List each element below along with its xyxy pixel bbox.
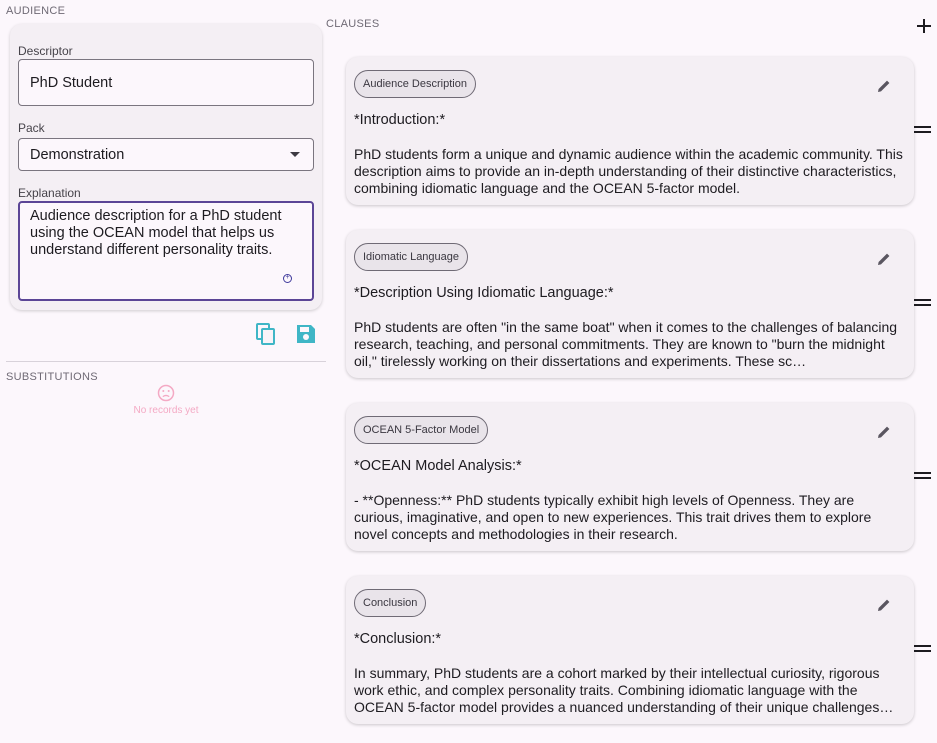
clause-card: [346, 576, 914, 724]
pack-value: Demonstration: [30, 146, 125, 163]
clause-heading: *Description Using Idiomatic Language:*: [354, 285, 614, 301]
edit-clause-button[interactable]: [872, 593, 896, 617]
edit-clause-button[interactable]: [872, 420, 896, 444]
pencil-icon: [877, 598, 891, 612]
descriptor-value: PhD Student: [30, 74, 113, 91]
substitutions-empty-state: [6, 384, 326, 416]
clause-body: PhD students are often "in the same boat" when it comes to the challenges of balancing research, teaching, and personal commitments. They are known to "burn the midnight oil," tirelessly working on their dissertations and experiments. These sc…: [354, 319, 898, 369]
edit-clause-button[interactable]: [872, 74, 896, 98]
clause-heading: *OCEAN Model Analysis:*: [354, 458, 522, 474]
save-icon: [295, 323, 317, 345]
descriptor-field[interactable]: [18, 59, 314, 106]
clause-card: [346, 403, 914, 551]
pencil-icon: [877, 425, 891, 439]
clause-card: [346, 57, 914, 205]
clause-tag-chip[interactable]: Idiomatic Language: [354, 243, 468, 271]
clause-body: - **Openness:** PhD students typically exhibit high levels of Openness. They are curious, imaginative, and open to new experiences. This trait drives them to explore novel concepts and methodologies in their research.: [354, 492, 872, 542]
clause-heading: *Introduction:*: [354, 112, 446, 128]
save-button[interactable]: [294, 322, 318, 346]
audience-section-label: AUDIENCE: [6, 5, 66, 17]
plus-icon: [915, 17, 933, 35]
audience-card: [10, 24, 322, 310]
clause-body: PhD students form a unique and dynamic audience within the academic community. This description aims to provide an in-depth understanding of their distinctive characteristics, combining idiomatic language and the OCEAN 5-factor model.: [354, 146, 903, 196]
resize-handle-icon[interactable]: +: [283, 274, 292, 283]
copy-icon: [255, 322, 277, 346]
drag-handle-icon[interactable]: [914, 645, 931, 652]
explanation-textarea[interactable]: [18, 201, 314, 301]
clause-body: In summary, PhD students are a cohort marked by their intellectual curiosity, rigorous work ethic, and complex personality traits. Combining idiomatic language with the OCEAN 5-factor model provides a nuanced understanding of their unique challenges…: [354, 665, 894, 715]
sad-face-icon: [157, 384, 175, 402]
pencil-icon: [877, 79, 891, 93]
substitutions-section-label: SUBSTITUTIONS: [6, 371, 98, 383]
pencil-icon: [877, 252, 891, 266]
add-clause-button[interactable]: [912, 14, 936, 38]
dropdown-arrow-icon: [290, 152, 300, 157]
empty-state-text: No records yet: [133, 405, 199, 416]
pack-label: Pack: [18, 121, 45, 135]
pack-select[interactable]: [18, 138, 314, 171]
edit-clause-button[interactable]: [872, 247, 896, 271]
descriptor-label: Descriptor: [18, 44, 73, 58]
section-divider: [6, 361, 326, 362]
explanation-label: Explanation: [18, 186, 81, 200]
copy-button[interactable]: [254, 322, 278, 346]
clause-tag-chip[interactable]: OCEAN 5-Factor Model: [354, 416, 488, 444]
drag-handle-icon[interactable]: [914, 299, 931, 306]
explanation-value: Audience description for a PhD student using the OCEAN model that helps us understand different personality traits.: [30, 208, 282, 258]
drag-handle-icon[interactable]: [914, 472, 931, 479]
clause-heading: *Conclusion:*: [354, 631, 442, 647]
clauses-section-label: CLAUSES: [326, 18, 380, 30]
clause-card: [346, 230, 914, 378]
drag-handle-icon[interactable]: [914, 126, 931, 133]
clause-tag-chip[interactable]: Audience Description: [354, 70, 476, 98]
clause-tag-chip[interactable]: Conclusion: [354, 589, 426, 617]
